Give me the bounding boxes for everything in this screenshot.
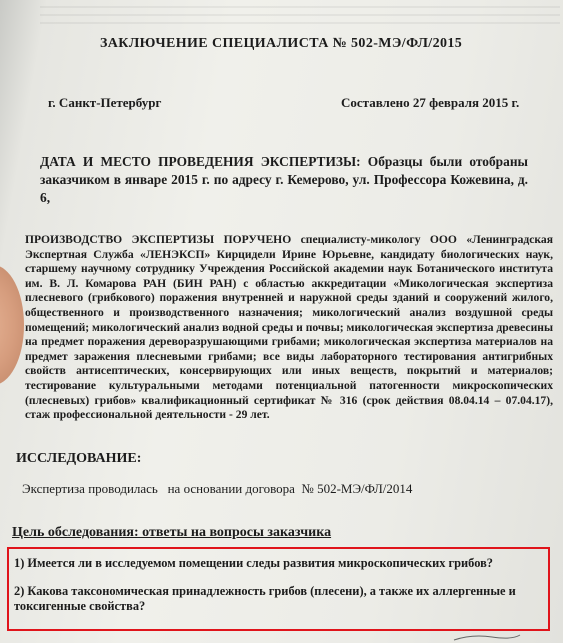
research-heading: ИССЛЕДОВАНИЕ: [16, 451, 142, 466]
date-place-paragraph: ДАТА И МЕСТО ПРОВЕДЕНИЯ ЭКСПЕРТИЗЫ: Образцы были отобраны заказчиком в январе 2015 г. по адресу г. Кемерово, ул. Профессора Кожевина, д. 6, [40, 154, 528, 205]
goal-heading: Цель обследования: ответы на вопросы заказчика [12, 525, 332, 540]
pen-mark [452, 632, 522, 642]
holding-finger [0, 265, 24, 385]
compiled-date: Составлено 27 февраля 2015 г. [341, 95, 520, 110]
production-paragraph: ПРОИЗВОДСТВО ЭКСПЕРТИЗЫ ПОРУЧЕНО специалисту-микологу ООО «Ленинградская Экспертная Служба «ЛЕНЭКСП» Кирцидели Ирине Юрьевне, кандидату биологических наук, старшему научному сотруднику Учреждения Российской академии наук Ботанического института им. В. Л. Комарова РАН (БИН РАН) с областью аккредитации «Микологическая экспертиза плесневого (грибкового) поражения внутренней и наружной среды зданий и сооружений жилого, общественного и производственного назначения; микологический анализ воздушной среды помещений; микологический анализ водной среды и почвы; микологическая экспертиза древесины на предмет поражения дереворазрушающими грибами; микологическая экспертиза материалов на предмет заражения плесневыми грибами; все виды лабораторного тестирования антигрибных свойств антисептических, консервирующих или иных веществ, покрытий и материалов; тестирование культуральными методами потенциальной патогенности микроскопических (плесневых) грибов» квалификационный сертификат № 316 (срок действия 08.04.14 – 07.04.17), стаж профессиональной деятельности - 29 лет. [25, 233, 553, 422]
research-text: Экспертиза проводилась на основании договора № 502-МЭ/ФЛ/2014 [22, 481, 413, 496]
question-2: 2) Какова таксономическая принадлежность грибов (плесени), а также их аллергенные и токсигенные свойства? [14, 584, 516, 613]
document-title: ЗАКЛЮЧЕНИЕ СПЕЦИАЛИСТА № 502-МЭ/ФЛ/2015 [100, 36, 463, 51]
bleed-through-text [40, 0, 560, 30]
city-line: г. Санкт-Петербург [48, 95, 162, 110]
question-1: 1) Имеется ли в исследуемом помещении следы развития микроскопических грибов? [14, 556, 493, 570]
